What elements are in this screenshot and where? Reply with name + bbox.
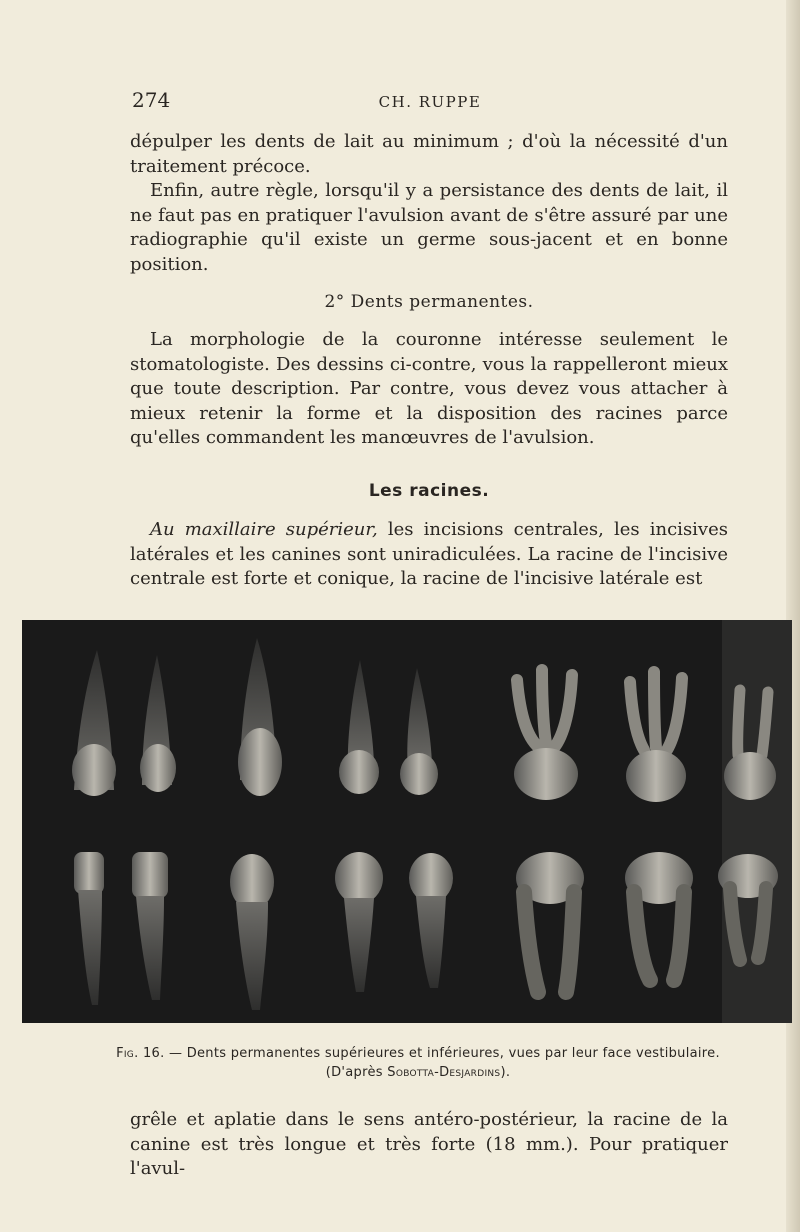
paragraph [130, 518, 728, 592]
running-head-author: CH. RUPPE [378, 93, 482, 111]
paragraph: La morphologie de la couronne intéresse seulement le stomatologiste. Des dessins ci-contre, vous la rappelleront mieux que toute description. Par contre, vous devez vous attacher à mieux retenir la forme et la disposition des racines parce qu'elles commandent les manœuvres de l'avulsion. [130, 329, 728, 448]
teeth-photograph-image [22, 620, 792, 1023]
paragraph: dépulper les dents de lait au minimum ; d'où la nécessité d'un traitement précoce. [130, 131, 728, 177]
figure-label: Fig. 16. [116, 1046, 165, 1061]
text-block-morphology [130, 328, 728, 451]
page-edge [786, 0, 800, 1232]
caption-source-suffix: ). [500, 1065, 511, 1080]
subheading: Les racines. [368, 481, 490, 501]
text-block-continuation [130, 1108, 728, 1182]
caption-source-prefix: (D'après [325, 1065, 388, 1080]
teeth-photograph [22, 620, 792, 1023]
italic-lead: Au maxillaire supérieur, [150, 519, 378, 540]
paragraph: Enfin, autre règle, lorsqu'il y a persistance des dents de lait, il ne faut pas en pratiquer l'avulsion avant de s'être assuré par une radiographie qu'il existe un germe sous-jacent et en bonne position. [130, 180, 728, 275]
caption-source: Sobotta-Desjardins [387, 1065, 501, 1080]
text-block-roots [130, 518, 728, 592]
section-heading: 2° Dents permanentes. [324, 292, 534, 312]
figure-caption [60, 1044, 776, 1082]
text-block-intro [130, 130, 728, 277]
paragraph: grêle et aplatie dans le sens antéro-postérieur, la racine de la canine est très longue et très forte (18 mm.). Pour pratiquer l'avul- [130, 1109, 728, 1179]
paragraph-text: les incisions centrales, les incisives latérales et les canines sont uniradiculées. La racine de l'incisive centrale est forte et conique, la racine de l'incisive latérale est [130, 519, 728, 589]
running-head [132, 88, 728, 118]
page-number: 274 [132, 88, 171, 112]
caption-text: — Dents permanentes supérieures et inférieures, vues par leur face vestibulaire. [164, 1046, 720, 1061]
